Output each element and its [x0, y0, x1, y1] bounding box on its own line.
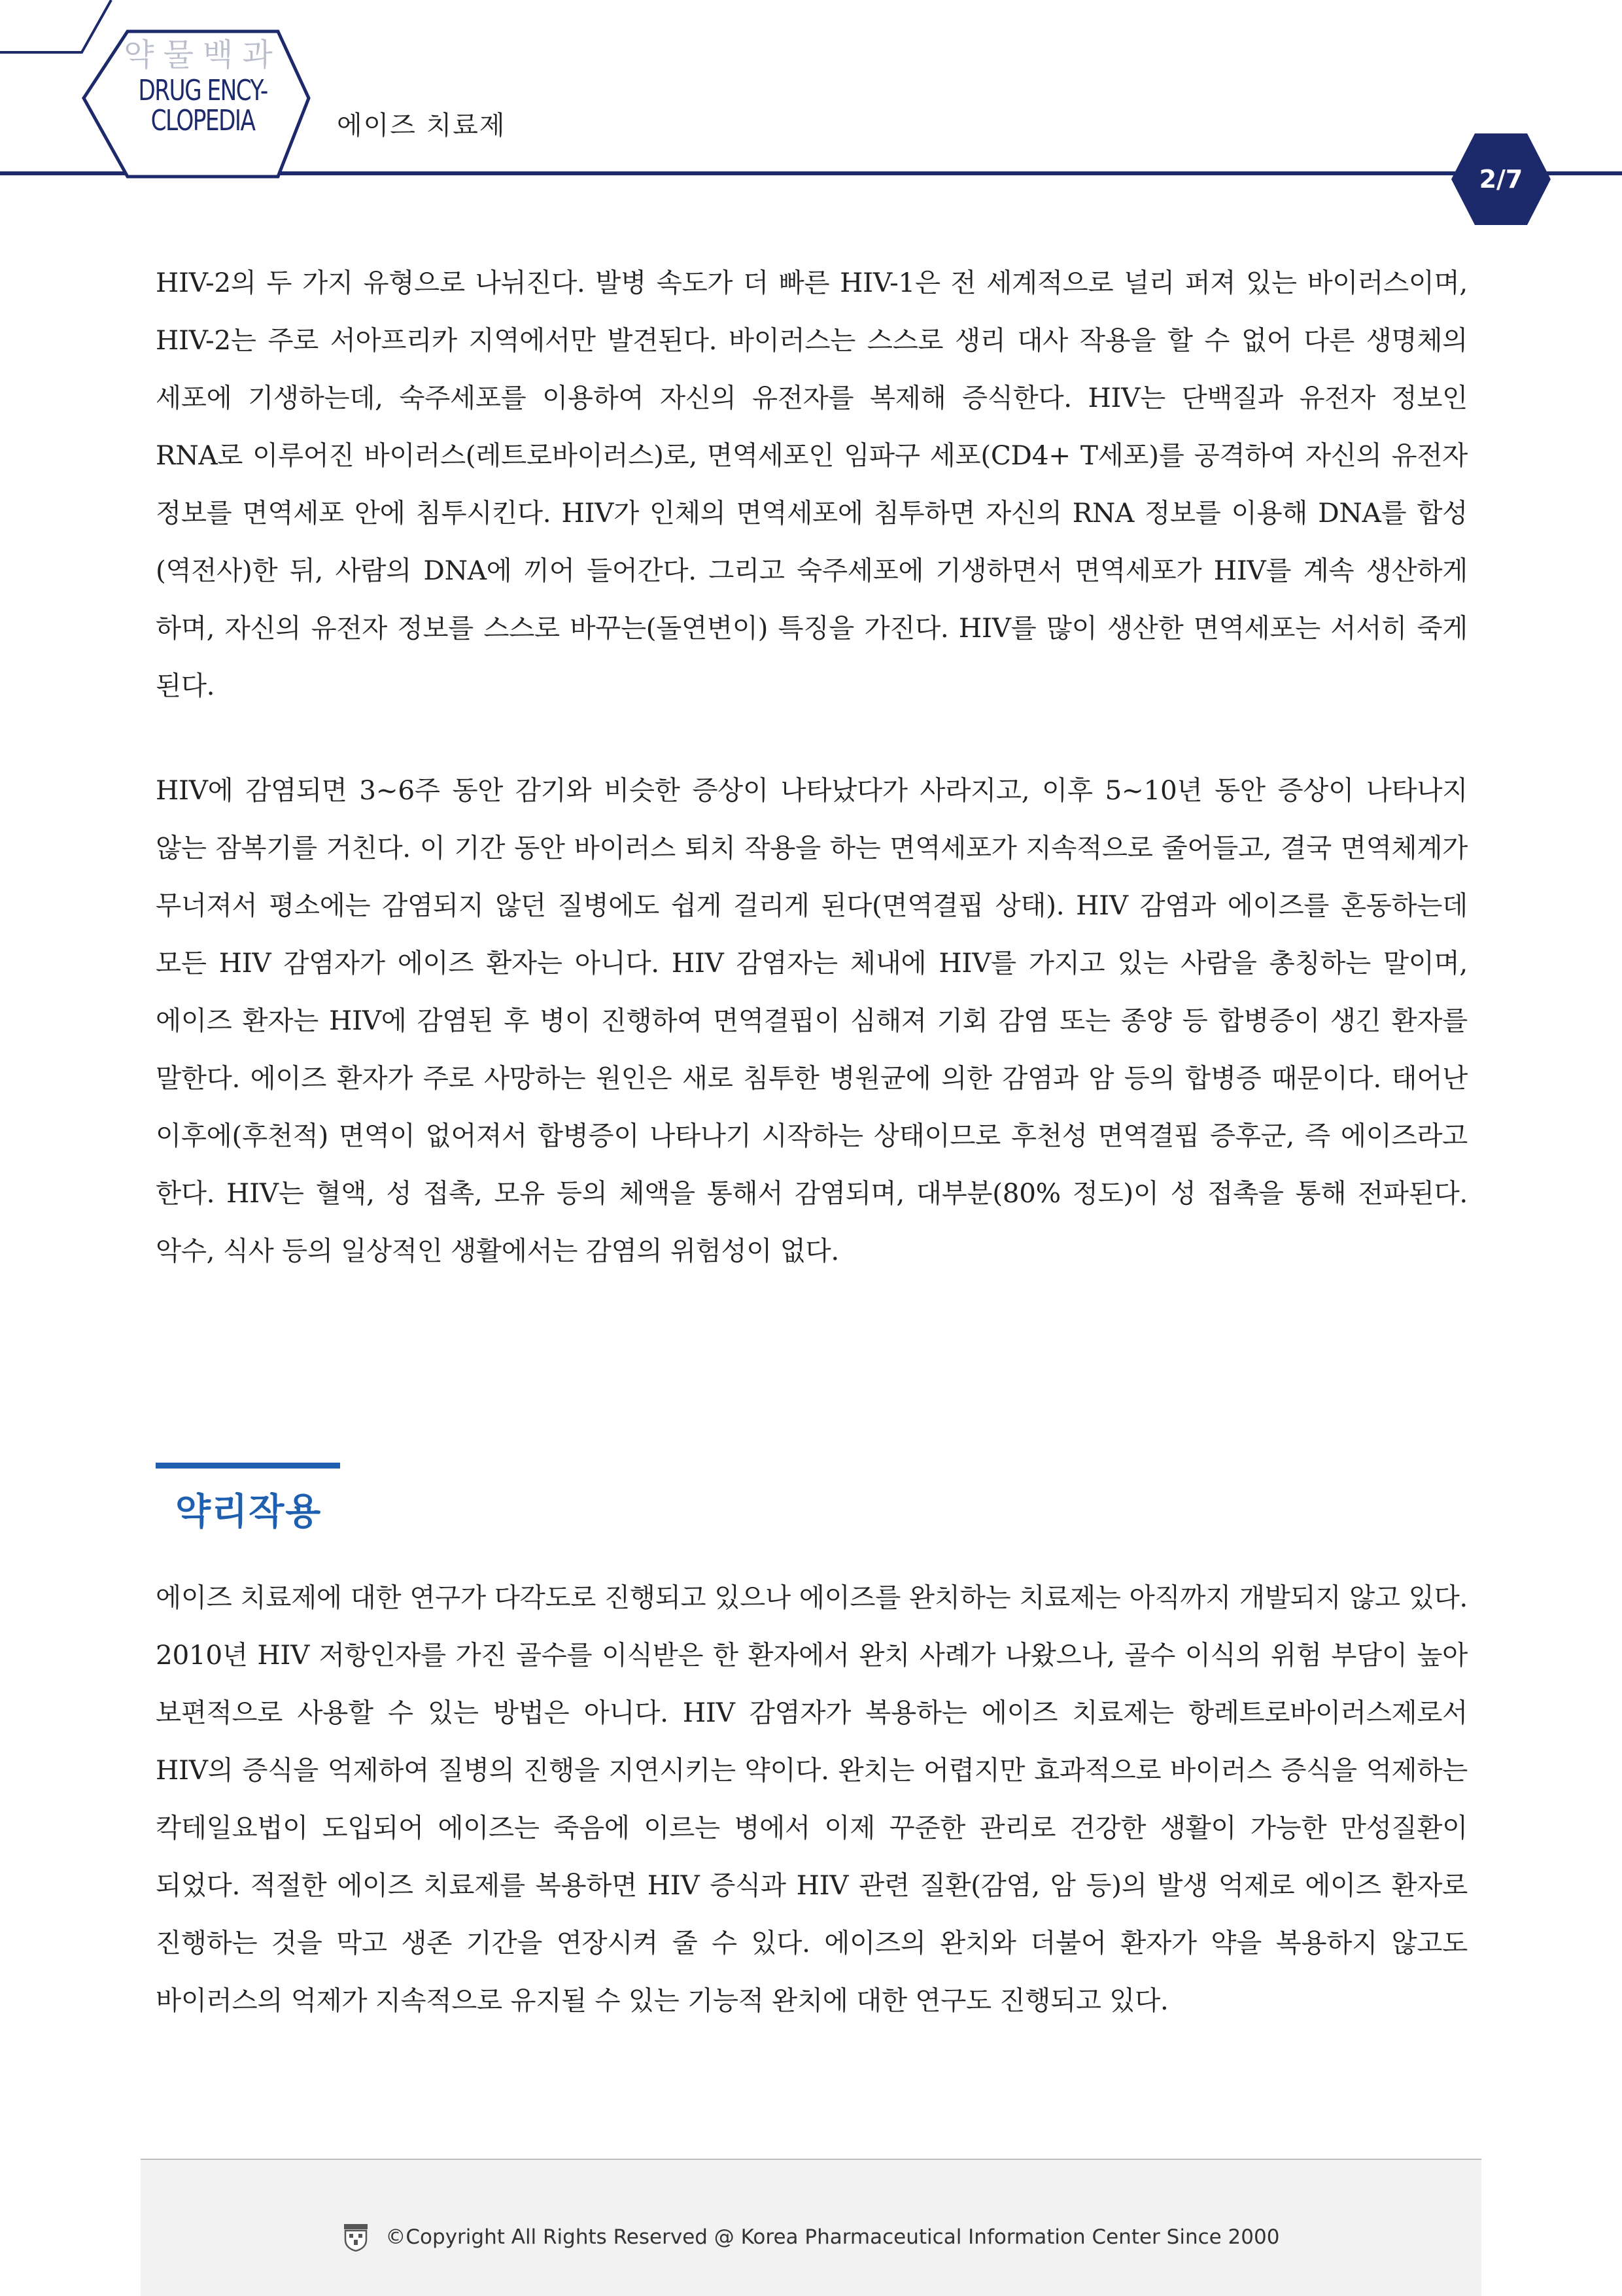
page-footer: [141, 2159, 1481, 2296]
footer-content: [141, 2223, 1481, 2252]
body-paragraph-1: HIV-2의 두 가지 유형으로 나뉘진다. 발병 속도가 더 빠른 HIV-1은 전 세계적으로 널리 퍼져 있는 바이러스이며, HIV-2는 주로 서아프리카 지역에서만 발견된다. 바이러스는 스스로 생리 대사 작용을 할 수 없어 다른 생명체의 세포에 기생하는데, 숙주세포를 이용하여 자신의 유전자를 복제해 증식한다. HIV는 단백질과 유전자 정보인 RNA로 이루어진 바이러스(레트로바이러스)로, 면역세포인 임파구 세포(CD4+ T세포)를 공격하여 자신의 유전자 정보를 면역세포 안에 침투시킨다. HIV가 인체의 면역세포에 침투하면 자신의 RNA 정보를 이용해 DNA를 합성(역전사)한 뒤, 사람의 DNA에 끼어 들어간다. 그리고 숙주세포에 기생하면서 면역세포가 HIV를 계속 생산하게 하며, 자신의 유전자 정보를 스스로 바꾸는(돌연변이) 특징을 가진다. HIV를 많이 생산한 면역세포는 서서히 죽게 된다.: [156, 267, 1468, 701]
body-paragraph-2: HIV에 감염되면 3~6주 동안 감기와 비슷한 증상이 나타났다가 사라지고, 이후 5~10년 동안 증상이 나타나지 않는 잠복기를 거친다. 이 기간 동안 바이러스 퇴치 작용을 하는 면역세포가 지속적으로 줄어들고, 결국 면역체계가 무너져서 평소에는 감염되지 않던 질병에도 쉽게 걸리게 된다(면역결핍 상태). HIV 감염과 에이즈를 혼동하는데 모든 HIV 감염자가 에이즈 환자는 아니다. HIV 감염자는 체내에 HIV를 가지고 있는 사람을 총칭하는 말이며, 에이즈 환자는 HIV에 감염된 후 병이 진행하여 면역결핍이 심해져 기회 감염 또는 종양 등 합병증이 생긴 환자를 말한다. 에이즈 환자가 주로 사망하는 원인은 새로 침투한 병원균에 의한 감염과 암 등의 합병증 때문이다. 태어난 이후에(후천적) 면역이 없어져서 합병증이 나타나기 시작하는 상태이므로 후천성 면역결핍 증후군, 즉 에이즈라고 한다. HIV는 혈액, 성 접촉, 모유 등의 체액을 통해서 감염되며, 대부분(80% 정도)이 성 접촉을 통해 전파된다. 악수, 식사 등의 일상적인 생활에서는 감염의 위험성이 없다.: [156, 774, 1468, 1266]
logo-english-line-1: DRUG ENCY-: [138, 74, 267, 107]
section-title: 약리작용: [175, 1491, 322, 1533]
main-content: [156, 254, 1468, 1279]
section-paragraph: 에이즈 치료제에 대한 연구가 다각도로 진행되고 있으나 에이즈를 완치하는 치료제는 아직까지 개발되지 않고 있다. 2010년 HIV 저항인자를 가진 골수를 이식받은 한 환자에서 완치 사례가 나왔으나, 골수 이식의 위험 부담이 높아 보편적으로 사용할 수 있는 방법은 아니다. HIV 감염자가 복용하는 에이즈 치료제는 항레트로바이러스제로서 HIV의 증식을 억제하여 질병의 진행을 지연시키는 약이다. 완치는 어렵지만 효과적으로 바이러스 증식을 억제하는 칵테일요법이 도입되어 에이즈는 죽음에 이르는 병에서 이제 꾸준한 관리로 건강한 생활이 가능한 만성질환이 되었다. 적절한 에이즈 치료제를 복용하면 HIV 증식과 HIV 관련 질환(감염, 암 등)의 발생 억제로 에이즈 환자로 진행하는 것을 막고 생존 기간을 연장시켜 줄 수 있다. 에이즈의 완치와 더불어 환자가 약을 복용하지 않고도 바이러스의 억제가 지속적으로 유지될 수 있는 기능적 완치에 대한 연구도 진행되고 있다.: [156, 1582, 1468, 2016]
section-accent-bar: [156, 1463, 340, 1469]
logo-english-line-2: CLOPEDIA: [150, 104, 255, 137]
logo: [101, 34, 304, 136]
shield-crest-icon: [343, 2223, 369, 2252]
logo-korean-text: 약물백과: [124, 37, 282, 73]
document-title: 에이즈 치료제: [337, 111, 506, 141]
section-body: [156, 1569, 1468, 2029]
page-header: [0, 0, 1622, 235]
section-pharmacology: [156, 1463, 1468, 1535]
copyright-text: ©Copyright All Rights Reserved @ Korea Pharmaceutical Information Center Since 2000: [385, 2225, 1280, 2249]
page-number: 2/7: [1479, 165, 1523, 194]
